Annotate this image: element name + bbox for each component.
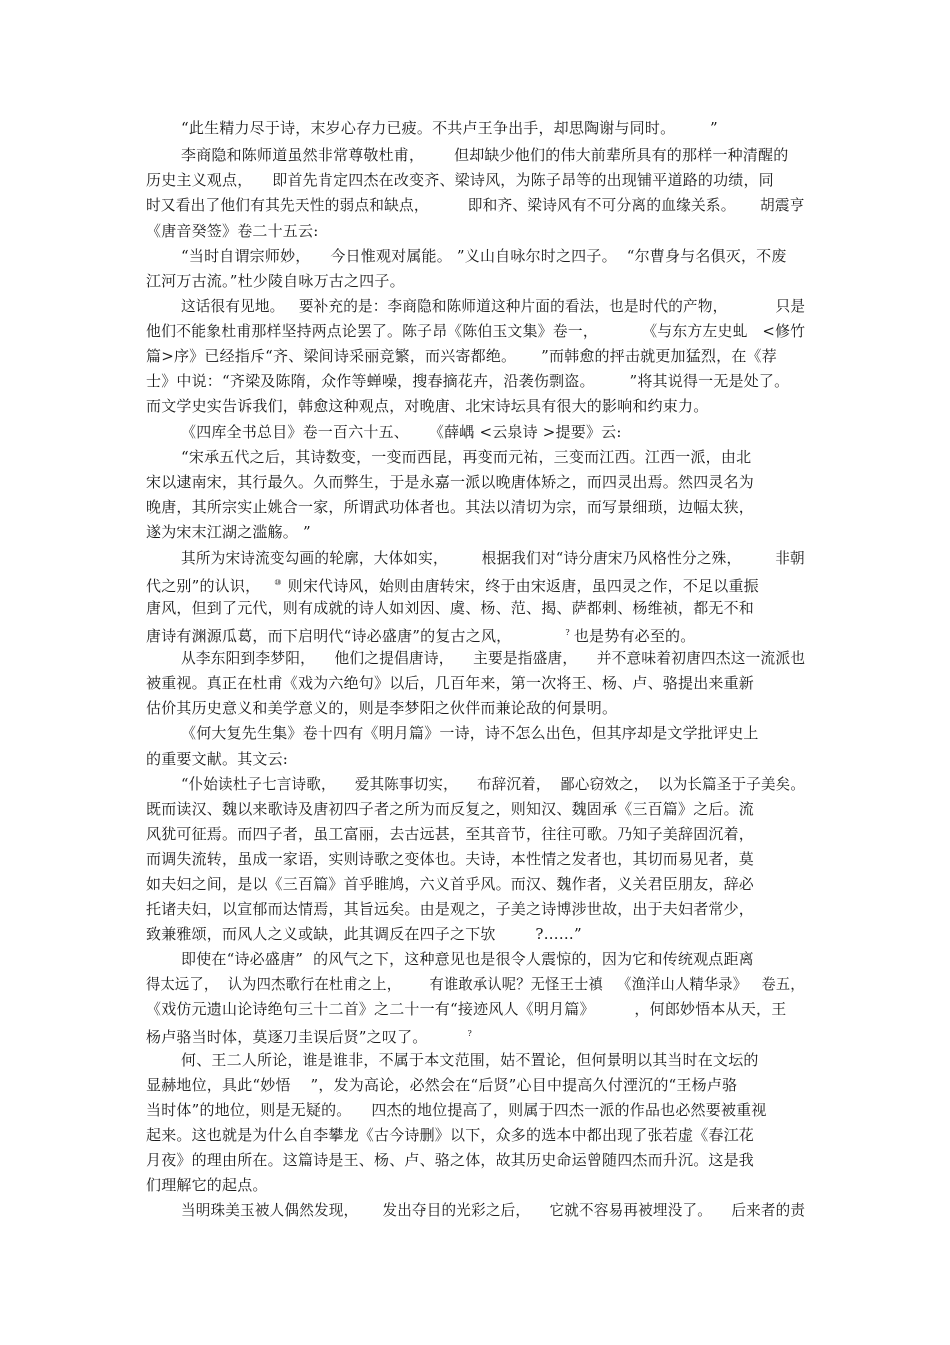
text-line: 起来。这也就是为什么自李攀龙《古今诗删》以下，众多的选本中都出现了张若虚《春江花 [146,1126,755,1144]
text-line: 风犹可征焉。而四子者，虽工富丽，去古远甚，至其音节，往往可歌。乃知子美辞固沉着， [146,825,755,843]
text-line: “仆始读杜子七言诗歌， 爱其陈事切实， 布辞沉着， 鄙心窃效之， 以为长篇圣于子美矣。 [181,775,806,793]
text-line: 其所为宋诗流变勾画的轮廓，大体如实， 根据我们对“诗分唐宋乃风格性分之殊， 非朝 [181,549,805,567]
text-line: 致兼雅颂，而风人之义或缺，此其调反在四子之下欤 ?……” [146,925,582,943]
text-line: 从李东阳到李梦阳， 他们之提倡唐诗， 主要是指盛唐， 并不意味着初唐四杰这一流派也 [181,649,806,667]
text-line: 这话很有见地。 要补充的是：李商隐和陈师道这种片面的看法，也是时代的产物， 只是 [181,297,806,315]
text-line: 月夜》的理由所在。这篇诗是王、杨、卢、骆之体，故其历史命运曾随四杰而升沉。这是我 [146,1151,755,1169]
text-line: 《唐音癸签》卷二十五云: [146,222,319,240]
text-line: 被重视。真正在杜甫《戏为六绝句》以后，几百年来，第一次将王、杨、卢、骆提出来重新 [146,674,755,692]
text-line: 托诸夫妇，以宣郁而达情焉，其旨远矣。由是观之，子美之诗博涉世故，出于夫妇者常少， [146,900,755,918]
text-line: 而调失流转，虽成一家语，实则诗歌之变体也。夫诗，本性情之发者也，其切而易见者，莫 [146,850,755,868]
text-line: “此生精力尽于诗，末岁心存力已疲。不共卢王争出手，却思陶谢与同时。 ” [181,119,718,137]
text-line: 《何大复先生集》卷十四有《明月篇》一诗，诗不怎么出色，但其序却是文学批评史上 [181,724,759,742]
text-line: 唐风，但到了元代，则有成就的诗人如刘因、虞、杨、范、揭、萨都剌、杨维祯，都无不和 [146,599,755,617]
text-line: 《四库全书总目》卷一百六十五、 《薛嵎 <云泉诗 >提要》云: [181,423,622,441]
text-segment: 代之别”的认识， [146,577,261,595]
text-segment: 唐诗有渊源瓜葛，而下启明代“诗必盛唐”的复古之风， [146,627,512,645]
text-line: 他们不能象杜甫那样坚持两点论罢了。陈子昂《陈伯玉文集》卷一， 《与东方左史虬 <修竹 [146,322,806,340]
text-line: 何、王二人所论，谁是谁非，不属于本文范围，姑不置论，但何景明以其当时在文坛的 [181,1051,759,1069]
text-line: 即使在“诗必盛唐” 的风气之下，这种意见也是很令人震惊的，因为它和传统观点距离 [181,950,754,968]
text-segment: 则宋代诗风，始则由唐转宋，终于由宋返唐，虽四灵之作，不足以重振 [287,577,759,595]
text-line: 当明珠美玉被人偶然发现， 发出夺目的光彩之后， 它就不容易再被埋没了。 后来者的责 [181,1201,806,1219]
text-segment: 也是势有必至的。 [573,627,696,645]
text-line: 的重要文献。其文云: [146,750,289,768]
text-line: 《戏仿元遗山论诗绝句三十二首》之二十一有“接迹风人《明月篇》 ，何郎妙悟本从天，王 [146,1000,787,1018]
text-line: 晚唐，其所宗实止姚合一家，所谓武功体者也。其法以清切为宗，而写景细琐，边幅太狭， [146,498,755,516]
text-line: 既而读汉、魏以来歌诗及唐初四子者之所为而反复之，则知汉、魏固承《三百篇》之后。流 [146,800,755,818]
text-line: 历史主义观点， 即首先肯定四杰在改变齐、梁诗风，为陈子昂等的出现铺平道路的功绩，同 [146,171,774,189]
text-line [146,1024,472,1047]
text-line: 时又看出了他们有其先天性的弱点和缺点， 即和齐、梁诗风有不可分离的血缘关系。 胡震亨 [146,196,805,214]
text-line: 篇>序》已经指斥“齐、梁间诗采丽竞繁，而兴寄都绝。 ”而韩愈的抨击就更加猛烈，在《荐 [146,347,777,365]
text-line: 估价其历史意义和美学意义的，则是李梦阳之伙伴而兼论敌的何景明。 [146,699,618,717]
text-line [146,573,759,596]
text-line: 如夫妇之间，是以《三百篇》首乎睢鸠，六义首乎风。而汉、魏作者，义关君臣朋友，辞必 [146,875,755,893]
text-line: “当时自谓宗师妙， 今日惟观对属能。 ”义山自咏尔时之四子。 “尔曹身与名俱灭，不废 [181,247,787,265]
text-line: 得太远了， 认为四杰歌行在杜甫之上， 有谁敢承认呢？无怪王士禛 《渔洋山人精华录》 卷五， [146,975,805,993]
text-line [146,623,695,646]
text-line: 当时体”的地位，则是无疑的。 四杰的地位提高了，则属于四杰一派的作品也必然要被重视 [146,1101,767,1119]
footnote-marker: ? [467,1029,472,1038]
text-line: 江河万古流。”杜少陵自咏万古之四子。 [146,272,405,290]
text-segment: 杨卢骆当时体，莫逐刀圭误后贤”之叹了。 [146,1028,428,1046]
text-line: 们理解它的起点。 [146,1176,268,1194]
footnote-marker: ⑩ [274,578,282,587]
text-line: “宋承五代之后，其诗数变，一变而西昆，再变而元祐，三变而江西。江西一派，由北 [181,448,752,466]
text-line: 显赫地位，具此“妙悟 ”，发为高论，必然会在“后贤”心目中提高久付湮沉的“王杨卢骆 [146,1076,738,1094]
footnote-marker: ? [565,628,570,637]
text-line: 宋以逮南宋，其行最久。久而弊生，于是永嘉一派以晚唐体矫之，而四灵出焉。然四灵名为 [146,473,755,491]
text-line: 遂为宋末江湖之滥觞。 ” [146,523,311,541]
text-line: 而文学史实告诉我们，韩愈这种观点，对晚唐、北宋诗坛具有很大的影响和约束力。 [146,397,709,415]
text-line: 李商隐和陈师道虽然非常尊敬杜甫， 但却缺少他们的伟大前辈所具有的那样一种清醒的 [181,146,789,164]
text-line: 士》中说：“齐梁及陈隋，众作等蝉噪，搜春摘花卉，沿袭伤剽盗。 ”将其说得一无是处了。 [146,372,790,390]
